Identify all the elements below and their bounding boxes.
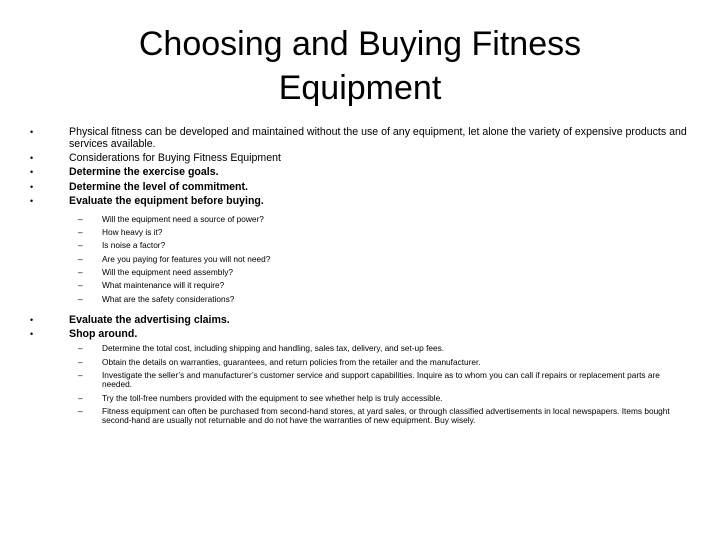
dash-marker: – bbox=[78, 392, 83, 403]
dash-marker: – bbox=[78, 266, 83, 277]
sub-bullet-text: Will the equipment need assembly? bbox=[102, 266, 233, 277]
bullet-text: Evaluate the equipment before buying. bbox=[69, 194, 264, 207]
bullet-marker: • bbox=[30, 167, 34, 178]
sub-bullet-item bbox=[30, 295, 690, 305]
sub-bullet-item bbox=[30, 281, 690, 291]
dash-marker: – bbox=[78, 253, 83, 264]
dash-marker: – bbox=[78, 280, 83, 291]
bullet-marker: • bbox=[30, 181, 34, 192]
slide-title: Choosing and Buying Fitness Equipment bbox=[138, 25, 582, 107]
sub-bullet-text: Obtain the details on warranties, guarantees, and return policies from the retailer and the manufacturer. bbox=[102, 356, 481, 367]
bullet-item bbox=[30, 328, 690, 340]
sub-bullet-text: Fitness equipment can often be purchased from second-hand stores, at yard sales, or through classified advertisements in local newspapers. Items bought second-hand are usually not returnable and do not have the warranties of new equipment. Buy wisely. bbox=[102, 405, 670, 426]
bullet-item bbox=[30, 195, 690, 207]
bullet-marker: • bbox=[30, 329, 34, 340]
bullet-text: Physical fitness can be developed and maintained without the use of any equipment, let alone the variety of expensive products and services available. bbox=[69, 126, 687, 150]
sub-bullet-text: Try the toll-free numbers provided with the equipment to see whether help is truly accessible. bbox=[102, 392, 443, 403]
sub-bullet-text: Is noise a factor? bbox=[102, 240, 166, 251]
sub-bullet-item bbox=[30, 241, 690, 251]
sub-bullet-text: What maintenance will it require? bbox=[102, 280, 225, 291]
sub-bullet-item bbox=[30, 407, 690, 426]
bullet-marker: • bbox=[30, 153, 34, 164]
bullet-text: Determine the exercise goals. bbox=[69, 166, 219, 179]
dash-marker: – bbox=[78, 405, 83, 416]
dash-marker: – bbox=[78, 213, 83, 224]
dash-marker: – bbox=[78, 240, 83, 251]
bullet-marker: • bbox=[30, 195, 34, 206]
bullet-text: Evaluate the advertising claims. bbox=[69, 314, 230, 327]
dash-marker: – bbox=[78, 343, 83, 354]
dash-marker: – bbox=[78, 227, 83, 238]
sub-bullet-item bbox=[30, 394, 690, 404]
sub-bullet-item bbox=[30, 358, 690, 368]
bullet-text: Determine the level of commitment. bbox=[69, 180, 248, 193]
sub-bullet-list-evaluate bbox=[30, 215, 690, 304]
sub-bullet-item bbox=[30, 228, 690, 238]
bullet-item bbox=[30, 314, 690, 326]
sub-bullet-list-shop bbox=[30, 344, 690, 426]
bullet-marker: • bbox=[30, 315, 34, 326]
sub-bullet-item bbox=[30, 371, 690, 390]
sub-bullet-item bbox=[30, 215, 690, 225]
sub-bullet-item bbox=[30, 344, 690, 354]
dash-marker: – bbox=[78, 369, 83, 380]
sub-bullet-text: Are you paying for features you will not need? bbox=[102, 253, 271, 264]
bullet-item bbox=[30, 181, 690, 193]
sub-bullet-text: Determine the total cost, including shipping and handling, sales tax, delivery, and set-up fees. bbox=[102, 343, 445, 354]
slide-body bbox=[30, 126, 690, 430]
sub-bullet-item bbox=[30, 255, 690, 265]
sub-bullet-text: Investigate the seller’s and manufacturer’s customer service and support capabilities. Inquire as to whom you can call if repairs or replacement parts are needed. bbox=[102, 369, 660, 390]
sub-bullet-item bbox=[30, 268, 690, 278]
sub-bullet-text: How heavy is it? bbox=[102, 227, 163, 238]
bullet-text: Shop around. bbox=[69, 328, 138, 341]
bullet-item bbox=[30, 126, 690, 150]
dash-marker: – bbox=[78, 293, 83, 304]
bullet-marker: • bbox=[30, 127, 34, 137]
sub-bullet-text: What are the safety considerations? bbox=[102, 293, 235, 304]
sub-bullet-text: Will the equipment need a source of power? bbox=[102, 213, 264, 224]
bullet-item bbox=[30, 152, 690, 164]
dash-marker: – bbox=[78, 356, 83, 367]
bullet-item bbox=[30, 166, 690, 178]
bullet-text: Considerations for Buying Fitness Equipment bbox=[69, 152, 281, 165]
